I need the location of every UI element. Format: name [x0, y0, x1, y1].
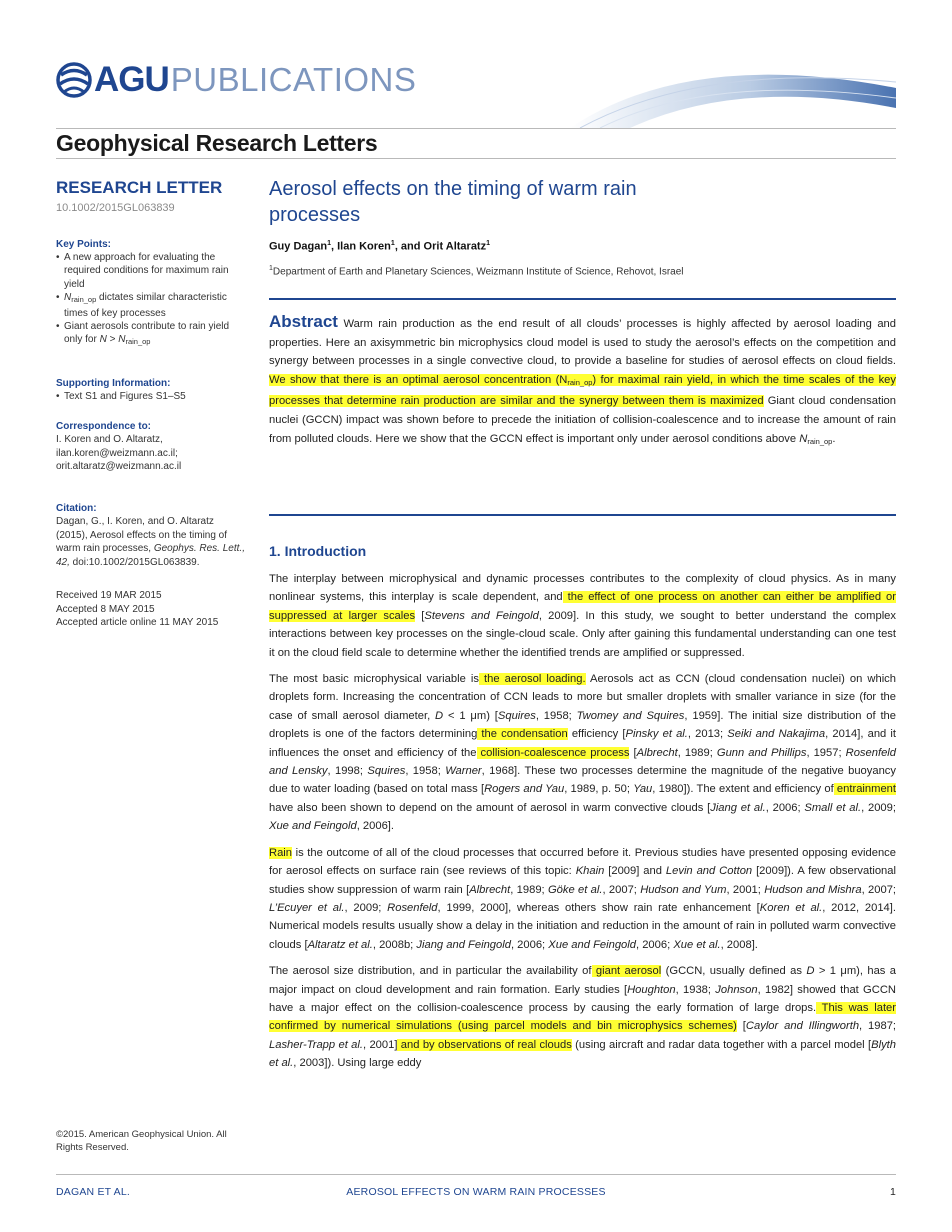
dates: [56, 589, 246, 629]
citation-ref[interactable]: Small et al.: [804, 801, 862, 814]
citation-ref[interactable]: Rosenfeld: [387, 901, 438, 914]
correspondence-name: I. Koren and O. Altaratz,: [56, 434, 163, 446]
introduction-body: [269, 570, 896, 1081]
citation-ref[interactable]: Levin and Cotton: [665, 865, 753, 878]
header-divider: [56, 128, 896, 129]
citation-ref[interactable]: Pinsky et al.: [625, 728, 688, 741]
citation-ref[interactable]: Göke et al.: [547, 883, 603, 896]
paragraph: The most basic microphysical variable is the aerosol loading. Aerosols act as CCN (cloud condensation nuclei) on which droplets form. Increasing the concentration of CCN leads to more but smaller droplets with smaller variance in size (for the case of small aerosol diameter, D < 1 μm) [Squires, 1958; Twomey and Squires, 1959]. The initial size distribution of the droplets is one of the factors determining the condensation efficiency [Pinsky et al., 2013; Seiki and Nakajima, 2014], and it influences the onset and efficiency of the collision-coalescence process [Albrecht, 1989; Gunn and Phillips, 1957; Rosenfeld and Lensky, 1998; Squires, 1958; Warner, 1968]. These two processes determine the magnitude of the negative buoyancy due to water loading (based on total mass [Rogers and Yau, 1989, p. 50; Yau, 1980]). The extent and efficiency of entrainment have also been shown to depend on the amount of aerosol in warm convective clouds [Jiang et al., 2006; Small et al., 2009; Xue and Feingold, 2006].: [269, 673, 897, 833]
citation-ref[interactable]: Squires: [367, 765, 406, 778]
citation-ref[interactable]: Hudson and Yum: [640, 883, 727, 896]
citation-ref[interactable]: Blyth et al.: [269, 1038, 896, 1070]
correspondence-email[interactable]: ilan.koren@weizmann.ac.il;: [56, 447, 178, 459]
citation-text: Dagan, G., I. Koren, and O. Altaratz (2015), Aerosol effects on the timing of warm rain processes, Geophys. Res. Lett., 42, doi:10.1002/2015GL063839.: [56, 516, 245, 568]
highlighted-text: and by observations of real clouds: [397, 1038, 572, 1051]
citation-ref[interactable]: Albrecht: [469, 883, 511, 896]
correspondence: [56, 420, 246, 473]
citation-ref[interactable]: Hudson and Mishra: [764, 883, 862, 896]
page-number: 1: [889, 1186, 896, 1198]
article-header: [269, 176, 896, 277]
key-points-list: [56, 251, 246, 349]
author-list: Guy Dagan$^1$, Ilan Koren$^1$, and Orit Altaratz$^1$: [269, 240, 490, 253]
key-points-heading: Key Points:: [56, 239, 112, 250]
citation-ref[interactable]: Albrecht: [636, 746, 678, 759]
citation-ref[interactable]: Gunn and Phillips: [716, 746, 807, 759]
citation-ref[interactable]: Stevens and Feingold: [424, 609, 539, 622]
citation-ref[interactable]: Yau: [633, 783, 653, 796]
supporting-item[interactable]: • Text S1 and Figures S1–S5: [56, 390, 246, 403]
citation-ref[interactable]: Xue and Feingold: [548, 938, 636, 951]
affiliation: $^1$Department of Earth and Planetary Sciences, Weizmann Institute of Science, Rehovot, Israel: [269, 264, 684, 277]
agu-globe-icon: [56, 62, 92, 98]
citation-ref[interactable]: Warner: [445, 765, 482, 778]
highlighted-text: the condensation: [477, 728, 568, 741]
paragraph: Rain is the outcome of all of the cloud processes that occurred before it. Previous studies have presented opposing evidence for aerosol effects on surface rain (see reviews of this topic: Khain [2009] and Levin and Cotton [2009]). A few observational studies show suppression of warm rain [Albrecht, 1989; Göke et al., 2007; Hudson and Yum, 2001; Hudson and Mishra, 2007; L’Ecuyer et al., 2009; Rosenfeld, 1999, 2000], whereas others show rain rate enhancement [Koren et al., 2012, 2014]. Numerical models results usually show a delay in the initiation and reduction in the amount of rain in polluted warm convective clouds [Altaratz et al., 2008b; Jiang and Feingold, 2006; Xue and Feingold, 2006; Xue et al., 2008].: [269, 846, 897, 951]
highlighted-text: We show that there is an optimal aerosol concentration $(N_{rain\_op})$ for maximal rain yield, in which the time scales of the key processes that determine rain production are similar and the synergy between them is maximized: [269, 373, 896, 408]
paragraph: The aerosol size distribution, and in particular the availability of giant aerosol (GCCN, usually defined as D > 1 μm), has a major impact on cloud development and rain formation. Early studies [Houghton, 1938; Johnson, 1982] showed that GCCN have a major effect on the collision-coalescence process by causing the early formation of large drops. This was later confirmed by numerical simulations (using parcel models and bin microphysics schemes) [Caylor and Illingworth, 1987; Lasher-Trapp et al., 2001] and by observations of real clouds (using aircraft and radar data together with a parcel model [Blyth et al., 2003]). Using large eddy: [269, 965, 897, 1070]
citation-ref[interactable]: Houghton: [627, 983, 676, 996]
footer-authors: DAGAN ET AL.: [56, 1186, 130, 1198]
abstract-top-rule: [269, 298, 896, 300]
section-heading: 1. Introduction: [269, 543, 367, 559]
accepted-date: Accepted 8 MAY 2015: [56, 603, 155, 615]
author: Ilan Koren: [337, 240, 391, 253]
key-point: • $N_{rain\_op}$ dictates similar characteristic times of key processes: [56, 291, 246, 320]
citation-ref[interactable]: Jiang and Feingold: [416, 938, 511, 951]
citation-ref[interactable]: Jiang et al.: [710, 801, 766, 814]
author: Orit Altaratz: [423, 240, 487, 253]
key-point: • Giant aerosols contribute to rain yield only for $N > N_{rain\_op}$: [56, 320, 246, 349]
citation-ref[interactable]: Koren et al.: [759, 901, 823, 914]
highlighted-text: Rain: [269, 846, 293, 859]
key-point: • A new approach for evaluating the required conditions for maximum rain yield: [56, 251, 246, 291]
article-sidebar: [56, 176, 246, 629]
paragraph: The interplay between microphysical and dynamic processes contributes to the complexity of cloud physics. As in many nonlinear systems, this interplay is scale dependent, and the effect of one process on another can either be amplified or suppressed at larger scales [Stevens and Feingold, 2009]. In this study, we sought to better understand the complex interactions between key processes on the single-cloud scale. Only after gaining this fundamental understanding can one test it on the cloud field scale to determine whether the identified trends are amplified or suppressed.: [269, 573, 896, 659]
highlighted-text: the aerosol loading.: [478, 673, 586, 686]
supporting-heading: Supporting Information:: [56, 377, 171, 389]
citation-ref[interactable]: Xue et al.: [673, 938, 721, 951]
citation-ref[interactable]: Caylor and Illingworth: [745, 1020, 860, 1033]
citation-ref[interactable]: Seiki and Nakajima: [727, 728, 826, 741]
header-swoosh-graphic: [570, 58, 896, 130]
author: Guy Dagan: [269, 240, 328, 253]
abstract-label: Abstract: [269, 312, 338, 331]
highlighted-text: collision-coalescence process: [476, 746, 630, 759]
brand-main-text: AGU: [94, 60, 169, 99]
highlighted-text: giant aerosol: [591, 965, 662, 978]
highlighted-text: This was later confirmed by numerical simulations (using parcel models and bin microphysics schemes): [269, 1001, 896, 1033]
article-title: Aerosol effects on the timing of warm rain processes: [269, 178, 637, 226]
citation-ref[interactable]: Johnson: [715, 983, 758, 996]
correspondence-email[interactable]: orit.altaratz@weizmann.ac.il: [56, 461, 182, 473]
highlighted-text: entrainment: [833, 783, 897, 796]
agu-publications-logo: [56, 62, 416, 98]
citation-ref[interactable]: Lasher-Trapp et al.: [269, 1038, 363, 1051]
citation-ref[interactable]: Rogers and Yau: [484, 783, 565, 796]
brand-sub-text: PUBLICATIONS: [170, 61, 417, 98]
abstract-bottom-rule: [269, 514, 896, 516]
footer-divider: [56, 1174, 896, 1175]
journal-divider: [56, 158, 896, 159]
citation-ref[interactable]: Squires: [497, 709, 536, 722]
key-points: [56, 238, 246, 349]
received-date: Received 19 MAR 2015: [56, 590, 162, 602]
doi-link[interactable]: 10.1002/2015GL063839: [56, 202, 175, 214]
accepted-online-date: Accepted article online 11 MAY 2015: [56, 616, 219, 628]
citation-ref[interactable]: L’Ecuyer et al.: [269, 901, 345, 914]
footer-running-title: AEROSOL EFFECTS ON WARM RAIN PROCESSES: [346, 1186, 606, 1198]
citation-ref[interactable]: Altaratz et al.: [307, 938, 373, 951]
citation: [56, 502, 246, 569]
citation-ref[interactable]: Twomey and Squires: [576, 709, 685, 722]
supporting-information: [56, 377, 246, 403]
copyright-notice: ©2015. American Geophysical Union. All Rights Reserved.: [56, 1129, 227, 1154]
abstract: Abstract Warm rain production as the end result of all clouds’ processes is highly affected by aerosol loading and properties. Here an axisymmetric bin microphysics cloud model is used to study the aerosol’s effects on the competition and synergy between processes in a single convective cloud, to provide a baseline for studies of aerosol effects on cloud fields. We show that there is an optimal aerosol concentration $(N_{rain\_op})$ for maximal rain yield, in which the time scales of the key processes that determine rain production are similar and the synergy between them is maximized Giant cloud condensation nuclei (GCCN) impact was shown before to precede the initiation of collision-coalescence and to increase the amount of rain from polluted clouds. Here we show that the GCCN effect is important only under aerosol conditions above $N_{rain\_op}$.: [269, 312, 897, 446]
citation-heading: Citation:: [56, 503, 97, 515]
citation-ref[interactable]: Khain: [575, 865, 605, 878]
citation-ref[interactable]: Xue and Feingold: [269, 820, 357, 833]
highlighted-text: the effect of one process on another can either be amplified or suppressed at larger scales: [269, 591, 896, 622]
journal-title: Geophysical Research Letters: [56, 130, 378, 156]
correspondence-heading: Correspondence to:: [56, 421, 152, 433]
citation-ref[interactable]: Rosenfeld and Lensky: [269, 746, 897, 778]
article-type: RESEARCH LETTER: [56, 178, 223, 197]
